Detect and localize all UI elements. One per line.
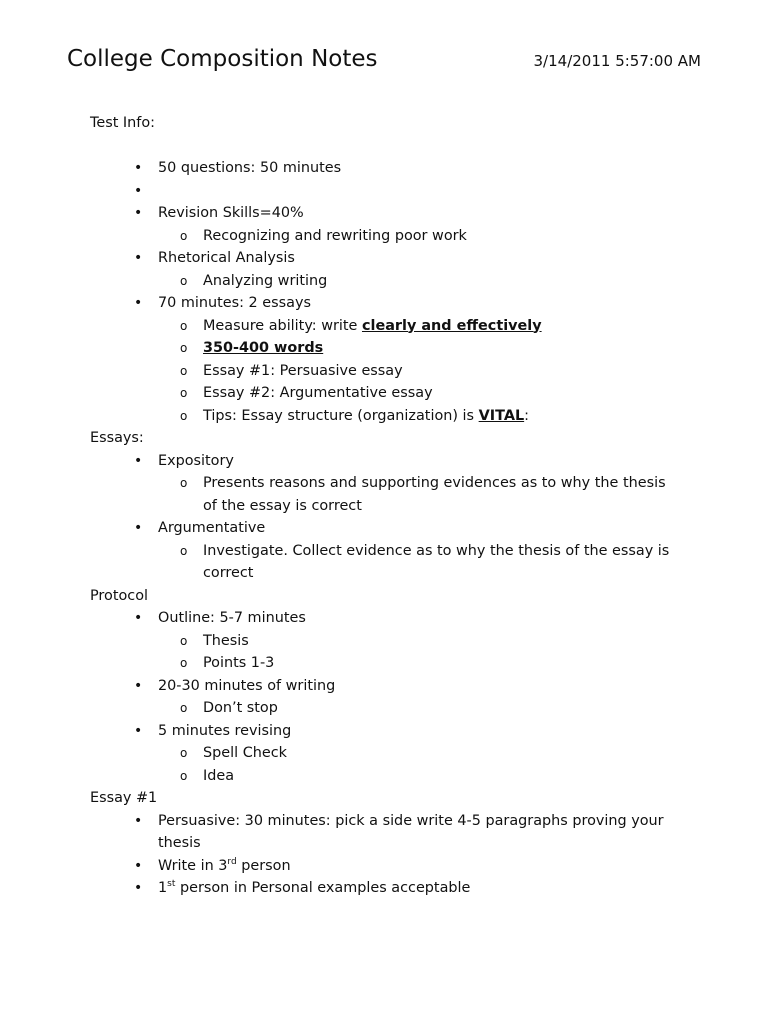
list-item-text: Argumentative [158, 520, 266, 536]
sub-list-item [90, 225, 710, 248]
sub-list-item-text: Recognizing and rewriting poor work [203, 227, 467, 244]
bullet-icon: • [134, 295, 143, 311]
bullet-icon: • [134, 250, 143, 266]
sub-bullet-icon: o [180, 656, 188, 670]
sub-list-item-text: Idea [203, 767, 235, 784]
list-item [90, 675, 710, 698]
section-essay-1 [90, 787, 710, 900]
sub-list-item-text: Spell Check [203, 745, 287, 761]
sub-list-item-text: Investigate. Collect evidence as to why the thesis of the essay is correct [203, 542, 670, 581]
section-test-info [90, 112, 710, 427]
sub-list-item [90, 652, 710, 675]
section-title-test-info: Test Info: [90, 115, 155, 131]
list-item [90, 247, 710, 270]
sub-bullet-icon: o [180, 341, 188, 355]
list-item [90, 720, 710, 743]
sub-list-item-text: Essay #1: Persuasive essay [203, 362, 403, 379]
superscript-text: rd [227, 856, 237, 867]
list-item [90, 517, 710, 540]
list-item [90, 855, 710, 878]
sub-bullet-icon: o [180, 476, 188, 490]
sub-bullet-icon: o [180, 408, 188, 423]
list-item-text: 70 minutes: 2 essays [158, 295, 311, 311]
page-date: 3/14/2011 5:57:00 AM [533, 52, 701, 70]
sub-list-item-text: Thesis [203, 632, 249, 649]
sub-list-item [90, 315, 710, 338]
sub-list-item-text: Don’t stop [203, 700, 278, 716]
superscript-text: st [167, 879, 176, 890]
sub-list-item [90, 742, 710, 765]
sub-list-item [90, 360, 710, 383]
sub-bullet-icon: o [180, 633, 188, 648]
list-item-text: Outline: 5-7 minutes [158, 610, 306, 626]
emphasis-text: clearly and effectively [361, 317, 542, 334]
list-item [90, 292, 710, 315]
sub-bullet-icon: o [180, 386, 188, 400]
bullet-icon: • [134, 677, 143, 694]
bullet-icon: • [134, 205, 143, 221]
list-item-text: Write in 3 [158, 857, 228, 874]
bullet-icon: • [134, 182, 143, 199]
sub-list-item-text: Points 1-3 [203, 655, 275, 671]
list-item-text: Persuasive: 30 minutes: pick a side write 4-5 paragraphs proving your thesis [158, 812, 664, 851]
sub-list-item-text: : [524, 407, 529, 424]
list-item-text: 1 [158, 880, 168, 896]
list-item [90, 877, 710, 900]
sub-list-item [90, 382, 710, 405]
list-item-text: person in Personal examples acceptable [175, 880, 471, 896]
section-title-essay-1: Essay #1 [90, 790, 158, 806]
bullet-icon: • [134, 722, 143, 739]
list-item-text: Expository [158, 452, 234, 469]
sub-list-item-text: Essay #2: Argumentative essay [203, 385, 433, 401]
sub-list-item [90, 270, 710, 293]
list-item [90, 810, 710, 855]
sub-list-item [90, 697, 710, 720]
sub-bullet-icon: o [180, 228, 188, 243]
section-protocol [90, 585, 710, 788]
sub-bullet-icon: o [180, 318, 188, 333]
list-item [90, 202, 710, 225]
list-item-text: 5 minutes revising [158, 722, 292, 739]
sub-list-item [90, 540, 710, 585]
bullet-icon: • [134, 880, 143, 896]
sub-list-item-text: Analyzing writing [203, 272, 328, 289]
sub-bullet-icon: o [180, 768, 188, 783]
sub-list-item [90, 630, 710, 653]
bullet-icon: • [134, 452, 143, 469]
sub-list-item [90, 472, 710, 517]
list-item-text: 20-30 minutes of writing [158, 677, 336, 694]
sub-bullet-icon: o [180, 746, 188, 760]
sub-list-item [90, 337, 710, 360]
sub-list-item [90, 765, 710, 788]
sub-list-item-text: Measure ability: write [203, 317, 362, 334]
list-item-empty [90, 180, 710, 203]
emphasis-text: 350-400 words [203, 340, 324, 356]
sub-list-item-text: Tips: Essay structure (organization) is [203, 407, 479, 424]
list-item-text: Rhetorical Analysis [158, 250, 295, 266]
sub-list-item-text: Presents reasons and supporting evidences as to why the thesis of the essay is correct [203, 475, 666, 514]
page-title: College Composition Notes [67, 46, 378, 72]
bullet-icon: • [134, 812, 143, 829]
sub-bullet-icon: o [180, 543, 188, 558]
section-essays [90, 427, 710, 585]
list-item-text: person [236, 857, 291, 874]
list-item [90, 450, 710, 473]
emphasis-text: VITAL [478, 407, 525, 424]
list-item-text: Revision Skills=40% [158, 205, 304, 221]
bullet-icon: • [134, 160, 143, 176]
section-title-protocol: Protocol [90, 587, 148, 604]
sub-bullet-icon: o [180, 701, 188, 715]
bullet-icon: • [134, 857, 143, 874]
sub-bullet-icon: o [180, 273, 188, 288]
bullet-icon: • [134, 610, 143, 626]
list-item [90, 157, 710, 180]
sub-bullet-icon: o [180, 363, 188, 378]
bullet-icon: • [134, 520, 143, 536]
document-body [90, 112, 710, 900]
list-item [90, 607, 710, 630]
list-item-text: 50 questions: 50 minutes [158, 160, 342, 176]
sub-list-item [90, 405, 710, 428]
section-title-essays: Essays: [90, 430, 144, 446]
